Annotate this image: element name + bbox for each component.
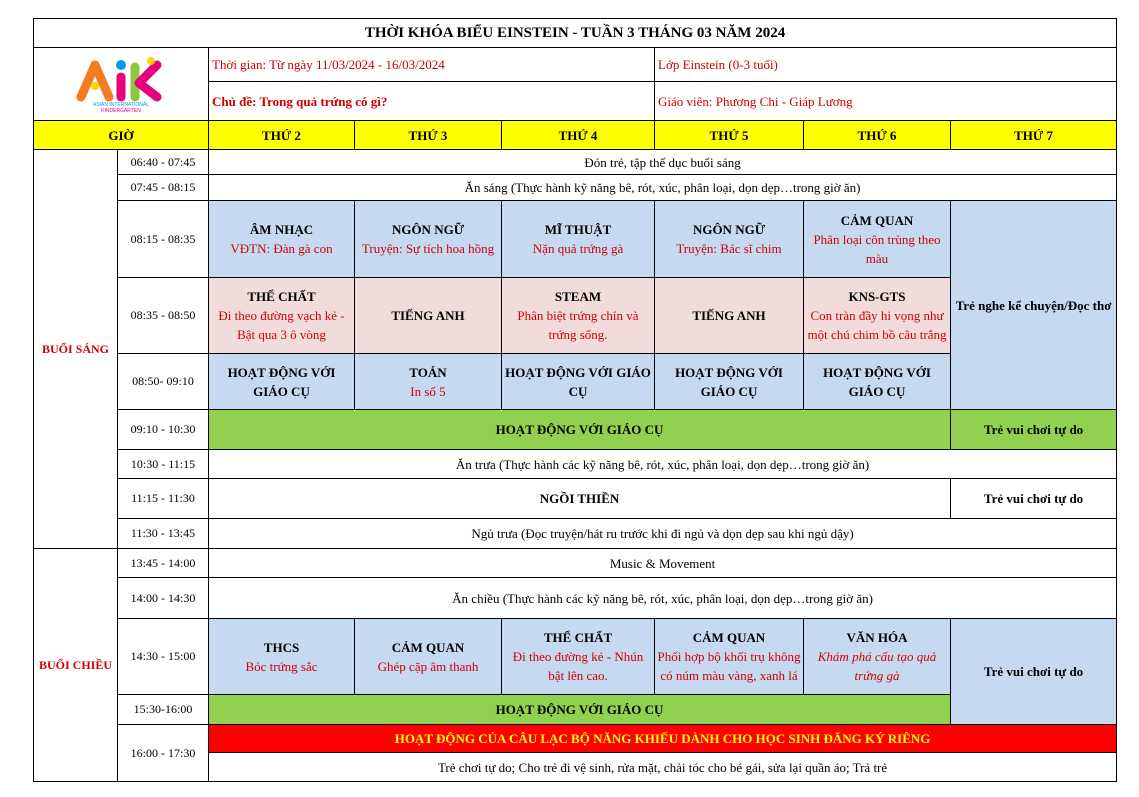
lesson-subject: CẢM QUAN (692, 630, 766, 645)
activity-row: Ăn chiều (Thực hành các kỹ năng bê, rót, xúc, phân loại, dọn dẹp…trong giờ ăn) (209, 578, 1117, 619)
lesson-cell (655, 201, 804, 278)
lesson-subject: TOÁN (409, 364, 447, 380)
session-afternoon: BUỔI CHIỀU (34, 549, 118, 782)
lesson-desc: Con tràn đầy hi vọng như một chú chim bồ câu trắng (807, 308, 947, 342)
saturday-activity: Trẻ vui chơi tự do (951, 479, 1117, 519)
lesson-desc: Bóc trứng sắc (245, 658, 318, 674)
lesson-cell (655, 354, 804, 410)
logo (34, 48, 209, 121)
header-day: THỨ 3 (355, 121, 502, 150)
activity-row: Ăn trưa (Thực hành các kỹ năng bê, rót, xúc, phân loại, dọn dẹp…trong giờ ăn) (209, 450, 1117, 479)
lesson-cell (355, 201, 502, 278)
time-slot: 11:30 - 13:45 (118, 519, 209, 549)
lesson-cell (355, 278, 502, 354)
time-slot: 14:30 - 15:00 (118, 619, 209, 695)
lesson-cell (804, 278, 951, 354)
activity-row: Ăn sáng (Thực hành kỹ năng bê, rót, xúc, phân loại, dọn dẹp…trong giờ ăn) (209, 175, 1117, 201)
lesson-cell (209, 619, 355, 695)
time-slot: 13:45 - 14:00 (118, 549, 209, 578)
lesson-desc: Truyện: Sự tích hoa hồng (361, 241, 495, 256)
time-slot: 08:50- 09:10 (118, 354, 209, 410)
activity-row: Đón trẻ, tập thể dục buổi sáng (209, 150, 1117, 175)
lesson-subject: THỂ CHẤT (543, 630, 613, 645)
lesson-subject: KNS-GTS (848, 289, 906, 304)
activity-row: Music & Movement (209, 549, 1117, 578)
lesson-desc: Truyện: Bác sĩ chim (676, 241, 782, 256)
theme: Chủ đề: Trong quả trứng có gì? (209, 82, 655, 121)
date-range: Thời gian: Từ ngày 11/03/2024 - 16/03/2024 (209, 48, 655, 82)
lesson-cell (209, 201, 355, 278)
class-name: Lớp Einstein (0-3 tuổi) (655, 48, 1117, 82)
lesson-desc: VĐTN: Đàn gà con (230, 241, 333, 256)
time-slot: 07:45 - 08:15 (118, 175, 209, 201)
header-day: THỨ 2 (209, 121, 355, 150)
lesson-subject: CẢM QUAN (840, 212, 914, 228)
time-slot: 08:35 - 08:50 (118, 278, 209, 354)
saturday-afternoon: Trẻ vui chơi tự do (951, 619, 1117, 725)
lesson-subject: THCS (263, 639, 300, 655)
logo-tagline-2: KINDERGARTEN (101, 108, 141, 114)
header-time: GIỜ (34, 121, 209, 150)
activity-row: HOẠT ĐỘNG VỚI GIÁO CỤ (209, 695, 951, 725)
activity-row: Trẻ chơi tự do; Cho trẻ đi vệ sinh, rửa mặt, chải tóc cho bé gái, sửa lại quần áo; Trả trẻ (209, 753, 1117, 782)
activity-row: Ngủ trưa (Đọc truyện/hát ru trước khi đi ngủ và dọn dẹp sau khi ngủ dậy) (209, 519, 1117, 549)
school-logo-icon (75, 53, 167, 115)
page-title: THỜI KHÓA BIỂU EINSTEIN - TUẦN 3 THÁNG 03 NĂM 2024 (34, 19, 1117, 48)
activity-row: NGỒI THIỀN (209, 479, 951, 519)
lesson-cell (655, 619, 804, 695)
lesson-subject: NGÔN NGỮ (391, 222, 465, 237)
lesson-desc: In số 5 (410, 383, 446, 399)
lesson-subject: NGÔN NGỮ (692, 222, 766, 237)
lesson-subject: HOẠT ĐỘNG VỚI GIÁO CỤ (505, 364, 651, 399)
lesson-desc: Đi theo đường vạch kẻ - Bật qua 3 ô vòng (218, 308, 345, 342)
lesson-subject: STEAM (554, 289, 602, 304)
time-slot: 08:15 - 08:35 (118, 201, 209, 278)
lesson-cell (502, 278, 655, 354)
lesson-subject: HOẠT ĐỘNG VỚI GIÁO CỤ (823, 364, 931, 399)
lesson-subject: THỂ CHẤT (247, 289, 316, 304)
lesson-cell (502, 201, 655, 278)
lesson-cell (502, 619, 655, 695)
lesson-cell (355, 619, 502, 695)
lesson-subject: TIẾNG ANH (391, 308, 465, 323)
teachers: Giáo viên: Phương Chi - Giáp Lương (655, 82, 1117, 121)
lesson-cell (502, 354, 655, 410)
lesson-subject: VĂN HÓA (846, 630, 908, 645)
lesson-subject: ÂM NHẠC (249, 222, 314, 237)
timetable (33, 18, 1117, 782)
lesson-desc: Ghép cặp âm thanh (377, 658, 479, 674)
session-morning: BUỔI SÁNG (34, 150, 118, 549)
time-slot: 09:10 - 10:30 (118, 410, 209, 450)
saturday-activity: Trẻ vui chơi tự do (951, 410, 1117, 450)
lesson-cell (804, 201, 951, 278)
lesson-desc: Phối hợp bộ khối trụ không có núm màu vàng, xanh lá (657, 649, 801, 683)
time-slot: 06:40 - 07:45 (118, 150, 209, 175)
header-day: THỨ 4 (502, 121, 655, 150)
logo-tagline-1: ASIAN INTERNATIONAL (92, 102, 150, 108)
lesson-cell (804, 354, 951, 410)
header-day: THỨ 7 (951, 121, 1117, 150)
lesson-cell (804, 619, 951, 695)
lesson-subject: MĨ THUẬT (544, 222, 612, 237)
lesson-cell (655, 278, 804, 354)
lesson-desc: Phân biệt trứng chín và trứng sống. (517, 308, 639, 342)
lesson-desc: Nặn quả trứng gà (532, 241, 624, 256)
timetable-grid (33, 18, 1117, 782)
time-slot: 14:00 - 14:30 (118, 578, 209, 619)
time-slot: 11:15 - 11:30 (118, 479, 209, 519)
club-activity-banner: HOẠT ĐỘNG CỦA CÂU LẠC BỘ NĂNG KHIẾU DÀNH CHO HỌC SINH ĐĂNG KÝ RIÊNG (209, 725, 1117, 753)
time-slot: 10:30 - 11:15 (118, 450, 209, 479)
time-slot: 16:00 - 17:30 (118, 725, 209, 782)
lesson-subject: HOẠT ĐỘNG VỚI GIÁO CỤ (227, 364, 336, 399)
lesson-cell (209, 278, 355, 354)
lesson-desc: Phân loại côn trùng theo màu (813, 231, 941, 266)
header-day: THỨ 6 (804, 121, 951, 150)
lesson-desc: Đi theo đường kẻ - Nhún bật lên cao. (512, 649, 644, 683)
saturday-morning: Trẻ nghe kể chuyện/Đọc thơ (951, 201, 1117, 410)
activity-row: HOẠT ĐỘNG VỚI GIÁO CỤ (209, 410, 951, 450)
lesson-subject: TIẾNG ANH (692, 308, 766, 323)
header-day: THỨ 5 (655, 121, 804, 150)
lesson-desc: Khám phá cấu tạo quả trứng gà (817, 649, 937, 683)
lesson-cell (209, 354, 355, 410)
time-slot: 15:30-16:00 (118, 695, 209, 725)
lesson-subject: HOẠT ĐỘNG VỚI GIÁO CỤ (675, 364, 783, 399)
lesson-cell (355, 354, 502, 410)
lesson-subject: CẢM QUAN (391, 639, 465, 655)
